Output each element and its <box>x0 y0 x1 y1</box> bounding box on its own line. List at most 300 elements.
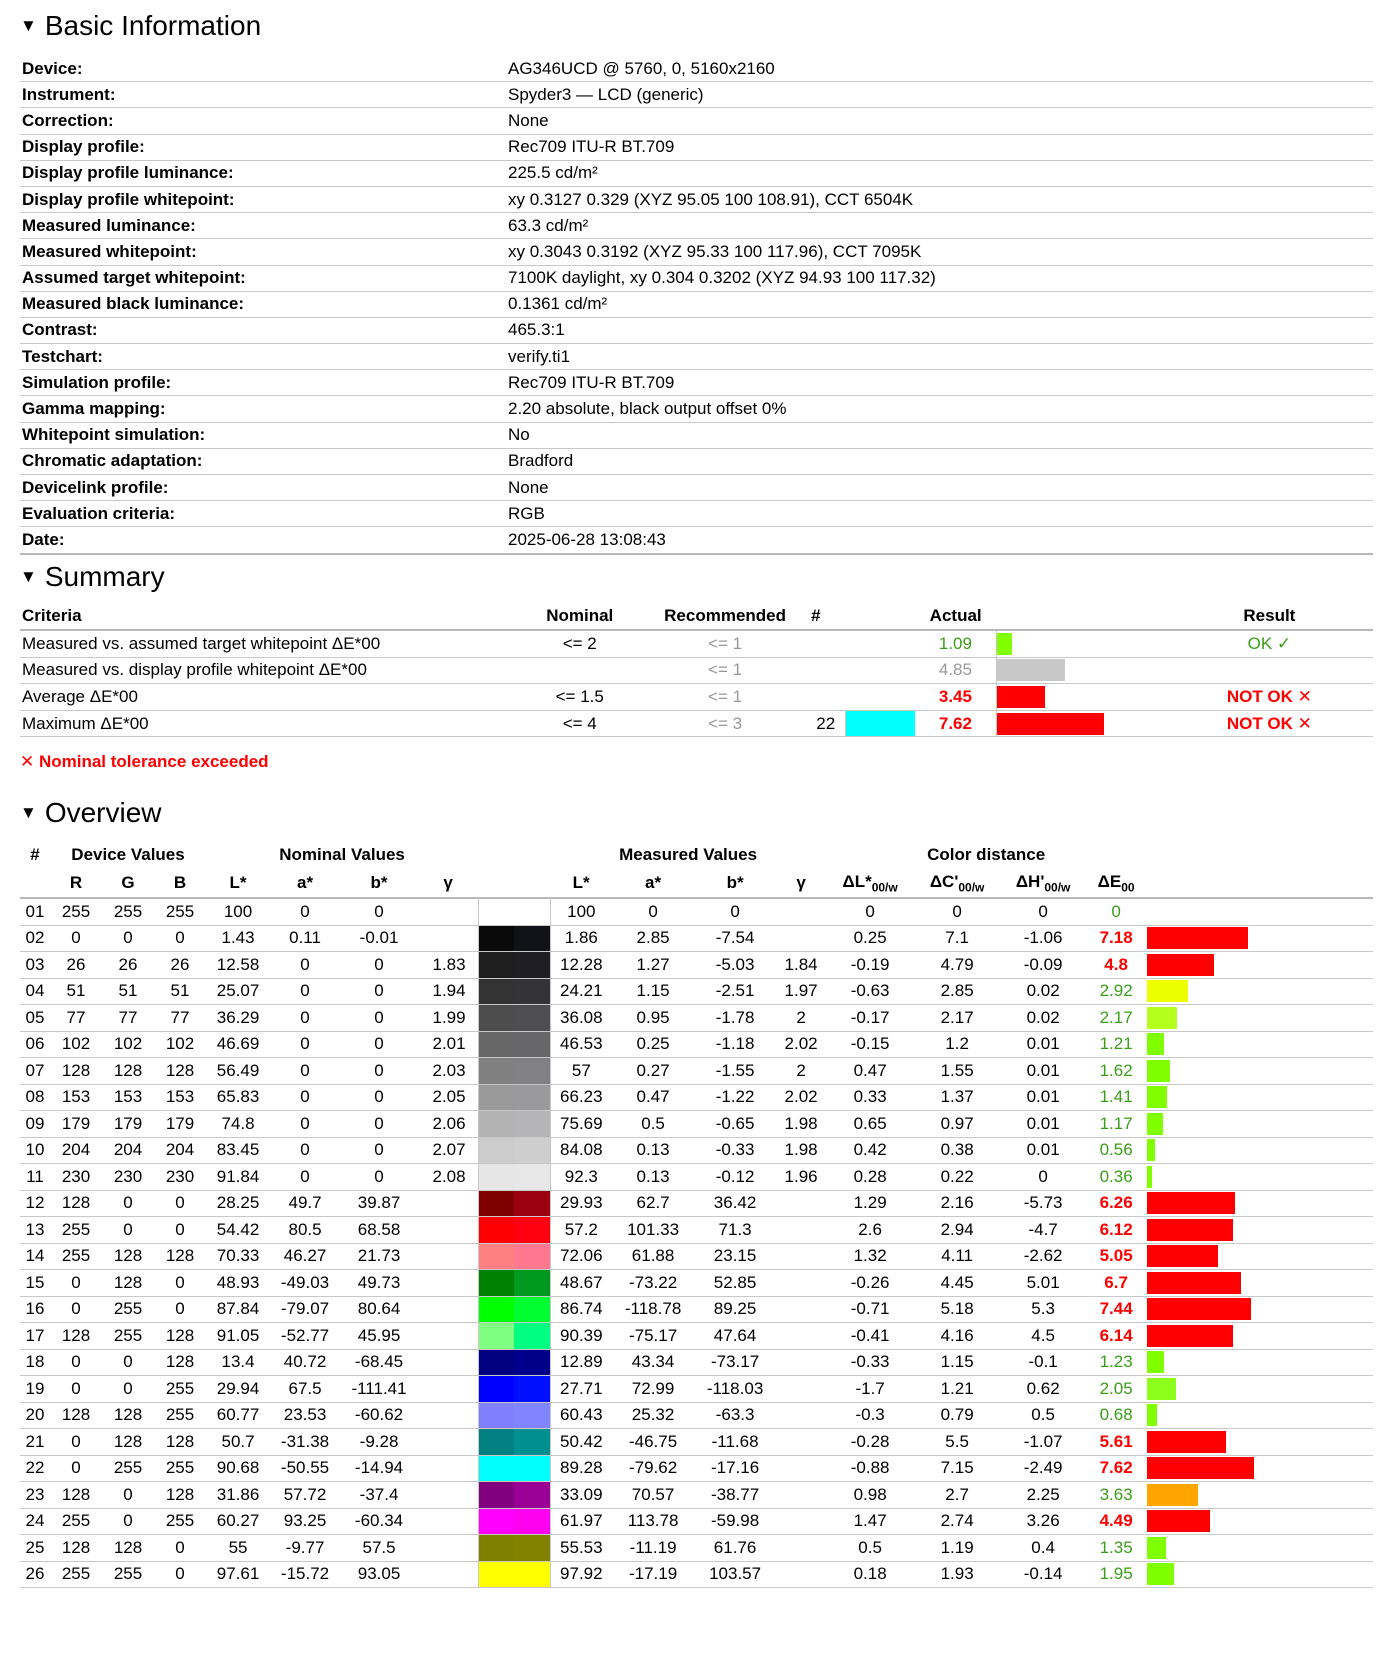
cell-mb: -2.51 <box>694 978 776 1005</box>
cell-dc: 1.2 <box>914 1031 1000 1058</box>
delta-bar <box>1147 1510 1210 1532</box>
cell-dl: 0.47 <box>826 1058 914 1085</box>
cell-g: 255 <box>102 1296 154 1323</box>
cell-n: 05 <box>20 1005 50 1032</box>
info-key: Gamma mapping: <box>20 396 506 422</box>
nominal-cell: <= 1.5 <box>495 684 664 711</box>
patch-cell <box>846 684 915 711</box>
cell-dc: 2.17 <box>914 1005 1000 1032</box>
cell-g: 0 <box>102 1217 154 1244</box>
cell-dh: -0.09 <box>1000 952 1086 979</box>
cell-ma: 0 <box>612 898 694 925</box>
cell-g: 128 <box>102 1058 154 1085</box>
cell-dh: -4.7 <box>1000 1217 1086 1244</box>
cell-g: 204 <box>102 1137 154 1164</box>
cell-ml: 92.3 <box>550 1164 612 1191</box>
measured-swatch <box>514 1429 550 1455</box>
swatch-pair <box>479 1323 550 1349</box>
delta-bar <box>1147 1139 1155 1161</box>
cell-ma: 62.7 <box>612 1190 694 1217</box>
cell-ma: -46.75 <box>612 1429 694 1456</box>
tolerance-note: ✕ Nominal tolerance exceeded <box>20 752 269 771</box>
sub-dc-label: ΔC' <box>929 871 959 891</box>
nominal-swatch <box>479 1217 515 1243</box>
cell-mg: 1.98 <box>776 1111 826 1138</box>
cell-n: 18 <box>20 1349 50 1376</box>
cell-nl: 70.33 <box>206 1243 270 1270</box>
criteria-cell: Average ΔE*00 <box>20 684 495 711</box>
cell-dh: 5.01 <box>1000 1270 1086 1297</box>
cell-ng <box>418 898 478 925</box>
cell-de: 6.14 <box>1086 1323 1146 1350</box>
delta-bar <box>1147 1351 1164 1373</box>
cell-mg <box>776 1429 826 1456</box>
cell-ng <box>418 1402 478 1429</box>
info-row <box>20 344 1373 370</box>
measured-swatch <box>514 1403 550 1429</box>
cell-ma: -75.17 <box>612 1323 694 1350</box>
table-row <box>20 1535 1373 1562</box>
cell-na: -15.72 <box>270 1561 340 1588</box>
color-swatch <box>478 1084 550 1111</box>
cell-dl: 1.29 <box>826 1190 914 1217</box>
criteria-cell: Measured vs. assumed target whitepoint ΔE*00 <box>20 630 495 657</box>
cell-ml: 57.2 <box>550 1217 612 1244</box>
cell-dh: 0.01 <box>1000 1031 1086 1058</box>
sub-meas-l: L* <box>550 869 612 898</box>
delta-bar <box>1147 954 1214 976</box>
table-row <box>20 1084 1373 1111</box>
cell-nb: -37.4 <box>340 1482 418 1509</box>
cell-r: 255 <box>50 898 102 925</box>
cell-de: 1.41 <box>1086 1084 1146 1111</box>
criteria-cell: Maximum ΔE*00 <box>20 710 495 737</box>
cell-g: 153 <box>102 1084 154 1111</box>
cell-nb: 93.05 <box>340 1561 418 1588</box>
cell-na: 0 <box>270 1111 340 1138</box>
swatch-pair <box>479 1270 550 1296</box>
delta-bar <box>1147 1219 1233 1241</box>
info-row <box>20 82 1373 108</box>
header-nominal: Nominal <box>495 602 664 630</box>
cell-de: 1.95 <box>1086 1561 1146 1588</box>
color-swatch <box>478 952 550 979</box>
cell-n: 08 <box>20 1084 50 1111</box>
cell-mb: -59.98 <box>694 1508 776 1535</box>
table-row <box>20 925 1373 952</box>
swatch-pair <box>479 1138 550 1164</box>
cell-dh: 0 <box>1000 1164 1086 1191</box>
info-value: xy 0.3043 0.3192 (XYZ 95.33 100 117.96), CCT 7095K <box>506 239 1373 265</box>
cell-ml: 24.21 <box>550 978 612 1005</box>
nominal-swatch <box>479 1270 515 1296</box>
cell-r: 102 <box>50 1031 102 1058</box>
cell-dl: 1.47 <box>826 1508 914 1535</box>
bar-cell <box>1146 1270 1373 1297</box>
sub-dl-label: ΔL* <box>842 871 872 891</box>
cell-na: 0 <box>270 978 340 1005</box>
measured-swatch <box>514 1111 550 1137</box>
delta-bar <box>1147 1192 1235 1214</box>
cell-ng <box>418 1455 478 1482</box>
cell-dc: 0.38 <box>914 1137 1000 1164</box>
color-swatch <box>478 978 550 1005</box>
info-key: Device: <box>20 56 506 82</box>
cell-ml: 66.23 <box>550 1084 612 1111</box>
cell-dc: 4.11 <box>914 1243 1000 1270</box>
cell-na: 46.27 <box>270 1243 340 1270</box>
cell-mg <box>776 1508 826 1535</box>
header-criteria: Criteria <box>20 602 495 630</box>
cell-ml: 12.28 <box>550 952 612 979</box>
measured-swatch <box>514 1562 550 1588</box>
cell-n: 20 <box>20 1402 50 1429</box>
cell-g: 128 <box>102 1243 154 1270</box>
cell-nb: 80.64 <box>340 1296 418 1323</box>
cell-nl: 65.83 <box>206 1084 270 1111</box>
cell-g: 0 <box>102 925 154 952</box>
delta-bar <box>1147 927 1248 949</box>
swatch-pair <box>479 1111 550 1137</box>
cell-nb: 49.73 <box>340 1270 418 1297</box>
cell-dc: 0.22 <box>914 1164 1000 1191</box>
measured-swatch <box>514 1350 550 1376</box>
cell-n: 09 <box>20 1111 50 1138</box>
cell-na: -31.38 <box>270 1429 340 1456</box>
summary-row <box>20 630 1373 657</box>
measured-swatch <box>514 1085 550 1111</box>
cell-g: 255 <box>102 898 154 925</box>
info-key: Instrument: <box>20 82 506 108</box>
cell-ml: 86.74 <box>550 1296 612 1323</box>
sub-dc <box>914 869 1000 898</box>
sub-dh-suffix: 00/w <box>1044 880 1071 895</box>
cell-dl: -1.7 <box>826 1376 914 1403</box>
cell-de: 7.18 <box>1086 925 1146 952</box>
cell-nl: 46.69 <box>206 1031 270 1058</box>
cell-mg: 2.02 <box>776 1031 826 1058</box>
nominal-swatch <box>479 1138 515 1164</box>
nominal-cell: <= 4 <box>495 710 664 737</box>
cell-nb: 0 <box>340 1111 418 1138</box>
cell-dc: 5.18 <box>914 1296 1000 1323</box>
cell-ma: 0.13 <box>612 1137 694 1164</box>
sub-de <box>1086 869 1146 898</box>
cell-b: 128 <box>154 1349 206 1376</box>
cell-dl: 0.65 <box>826 1111 914 1138</box>
cell-nb: -60.62 <box>340 1402 418 1429</box>
info-value: AG346UCD @ 5760, 0, 5160x2160 <box>506 56 1373 82</box>
measured-swatch <box>514 952 550 978</box>
delta-bar <box>1147 1245 1218 1267</box>
cell-mb: 0 <box>694 898 776 925</box>
info-value: RGB <box>506 501 1373 527</box>
cell-b: 255 <box>154 898 206 925</box>
cell-nb: 0 <box>340 952 418 979</box>
cell-dc: 1.37 <box>914 1084 1000 1111</box>
basic-info-table <box>20 56 1373 555</box>
cell-dl: -0.28 <box>826 1429 914 1456</box>
measured-swatch <box>514 1509 550 1535</box>
cell-ma: -73.22 <box>612 1270 694 1297</box>
result-cell: NOT OK ✕ <box>1166 684 1373 711</box>
info-key: Correction: <box>20 108 506 134</box>
cell-mg <box>776 925 826 952</box>
nominal-swatch <box>479 899 515 925</box>
bar-cell <box>1146 898 1373 925</box>
info-value: 7100K daylight, xy 0.304 0.3202 (XYZ 94.93 100 117.32) <box>506 265 1373 291</box>
info-key: Measured luminance: <box>20 213 506 239</box>
cell-dc: 7.1 <box>914 925 1000 952</box>
cell-dl: 0.98 <box>826 1482 914 1509</box>
cell-dc: 1.21 <box>914 1376 1000 1403</box>
cell-ng <box>418 1376 478 1403</box>
cell-nb: -60.34 <box>340 1508 418 1535</box>
cell-nb: 0 <box>340 1031 418 1058</box>
cell-nl: 87.84 <box>206 1296 270 1323</box>
info-key: Chromatic adaptation: <box>20 448 506 474</box>
table-row <box>20 1270 1373 1297</box>
info-row <box>20 370 1373 396</box>
swatch-pair <box>479 1164 550 1190</box>
sub-meas-a: a* <box>612 869 694 898</box>
cell-na: 0 <box>270 1084 340 1111</box>
cell-mb: -63.3 <box>694 1402 776 1429</box>
cell-b: 0 <box>154 1561 206 1588</box>
group-measured: Measured Values <box>619 845 758 864</box>
measured-swatch <box>514 1535 550 1561</box>
bar-cell <box>996 630 1165 657</box>
table-row <box>20 1349 1373 1376</box>
delta-bar <box>1147 1325 1233 1347</box>
cell-ng <box>418 1482 478 1509</box>
cell-dh: 3.26 <box>1000 1508 1086 1535</box>
cell-r: 0 <box>50 1429 102 1456</box>
cell-nl: 55 <box>206 1535 270 1562</box>
overview-toggle[interactable] <box>20 797 162 829</box>
cell-mg <box>776 1217 826 1244</box>
nominal-swatch <box>479 1191 515 1217</box>
swatch-pair <box>479 1005 550 1031</box>
cell-dh: -2.62 <box>1000 1243 1086 1270</box>
measured-swatch <box>514 1456 550 1482</box>
cell-g: 102 <box>102 1031 154 1058</box>
basic-info-toggle[interactable] <box>20 10 261 42</box>
cell-b: 128 <box>154 1482 206 1509</box>
cell-mg: 1.96 <box>776 1164 826 1191</box>
nominal-cell: <= 2 <box>495 630 664 657</box>
delta-bar <box>997 659 1065 681</box>
cell-ma: -79.62 <box>612 1455 694 1482</box>
cell-de: 1.35 <box>1086 1535 1146 1562</box>
cell-n: 16 <box>20 1296 50 1323</box>
info-row <box>20 291 1373 317</box>
info-value: 2025-06-28 13:08:43 <box>506 527 1373 554</box>
bar-cell <box>1146 952 1373 979</box>
info-row <box>20 475 1373 501</box>
cell-dh: 0 <box>1000 898 1086 925</box>
cell-de: 1.17 <box>1086 1111 1146 1138</box>
cell-mg: 2.02 <box>776 1084 826 1111</box>
info-key: Testchart: <box>20 344 506 370</box>
cell-de: 2.05 <box>1086 1376 1146 1403</box>
cell-b: 102 <box>154 1031 206 1058</box>
info-row <box>20 239 1373 265</box>
color-swatch <box>478 1508 550 1535</box>
cell-de: 1.21 <box>1086 1031 1146 1058</box>
cell-ml: 27.71 <box>550 1376 612 1403</box>
cell-nl: 60.27 <box>206 1508 270 1535</box>
cell-r: 128 <box>50 1402 102 1429</box>
cell-dc: 2.7 <box>914 1482 1000 1509</box>
bar-cell <box>1146 978 1373 1005</box>
sub-meas-gamma: γ <box>776 869 826 898</box>
count-cell <box>786 657 846 684</box>
cell-nb: 0 <box>340 1164 418 1191</box>
measured-swatch <box>514 1376 550 1402</box>
swatch-pair <box>479 1482 550 1508</box>
cell-nl: 1.43 <box>206 925 270 952</box>
cell-nl: 91.05 <box>206 1323 270 1350</box>
color-swatch <box>478 1429 550 1456</box>
cell-nb: 0 <box>340 1058 418 1085</box>
delta-bar <box>1147 1378 1176 1400</box>
nominal-swatch <box>479 1032 515 1058</box>
swatch-pair <box>479 1058 550 1084</box>
group-device: Device Values <box>71 845 185 864</box>
bar-cell <box>1146 1190 1373 1217</box>
group-bar <box>1146 841 1373 869</box>
cell-g: 128 <box>102 1270 154 1297</box>
bar-cell <box>1146 1455 1373 1482</box>
info-value: 0.1361 cd/m² <box>506 291 1373 317</box>
cell-g: 255 <box>102 1455 154 1482</box>
cell-dl: -0.26 <box>826 1270 914 1297</box>
nominal-swatch <box>479 1244 515 1270</box>
swatch-pair <box>479 1429 550 1455</box>
summary-toggle[interactable] <box>20 561 165 593</box>
info-key: Display profile whitepoint: <box>20 186 506 212</box>
cell-na: -79.07 <box>270 1296 340 1323</box>
nominal-swatch <box>479 1562 515 1588</box>
delta-bar <box>1147 1113 1163 1135</box>
measured-swatch <box>514 1191 550 1217</box>
table-row <box>20 1323 1373 1350</box>
cell-ng: 2.03 <box>418 1058 478 1085</box>
cell-r: 0 <box>50 1376 102 1403</box>
swatch-pair <box>479 1244 550 1270</box>
cell-ml: 29.93 <box>550 1190 612 1217</box>
cell-mb: -1.78 <box>694 1005 776 1032</box>
swatch-pair <box>479 1191 550 1217</box>
cell-r: 255 <box>50 1561 102 1588</box>
measured-swatch <box>514 1058 550 1084</box>
cell-mb: -11.68 <box>694 1429 776 1456</box>
cell-ng: 2.05 <box>418 1084 478 1111</box>
count-cell: 22 <box>786 710 846 737</box>
cell-mg <box>776 1455 826 1482</box>
delta-bar <box>1147 980 1188 1002</box>
cell-nb: 21.73 <box>340 1243 418 1270</box>
color-swatch <box>478 1535 550 1562</box>
cell-g: 0 <box>102 1376 154 1403</box>
cell-b: 255 <box>154 1402 206 1429</box>
sub-b: B <box>154 869 206 898</box>
cell-n: 14 <box>20 1243 50 1270</box>
measured-swatch <box>514 1032 550 1058</box>
cell-ma: -118.78 <box>612 1296 694 1323</box>
sub-nom-b: b* <box>340 869 418 898</box>
cell-mg <box>776 1402 826 1429</box>
group-nominal: Nominal Values <box>279 845 405 864</box>
swatch-pair <box>479 1509 550 1535</box>
cell-nl: 74.8 <box>206 1111 270 1138</box>
summary-table <box>20 602 1373 737</box>
cell-n: 10 <box>20 1137 50 1164</box>
cell-b: 0 <box>154 1535 206 1562</box>
cell-mg <box>776 1535 826 1562</box>
cell-na: -52.77 <box>270 1323 340 1350</box>
cell-ml: 61.97 <box>550 1508 612 1535</box>
cell-r: 0 <box>50 1455 102 1482</box>
cell-g: 179 <box>102 1111 154 1138</box>
cell-ma: 0.47 <box>612 1084 694 1111</box>
cell-ma: 113.78 <box>612 1508 694 1535</box>
swatch-pair <box>479 1032 550 1058</box>
cell-ma: 0.13 <box>612 1164 694 1191</box>
cell-b: 128 <box>154 1429 206 1456</box>
cell-ma: -11.19 <box>612 1535 694 1562</box>
nominal-swatch <box>479 1482 515 1508</box>
cell-r: 204 <box>50 1137 102 1164</box>
table-row <box>20 1243 1373 1270</box>
cell-b: 179 <box>154 1111 206 1138</box>
info-key: Display profile luminance: <box>20 160 506 186</box>
cell-ma: 72.99 <box>612 1376 694 1403</box>
nominal-swatch <box>479 1535 515 1561</box>
cell-dh: 0.01 <box>1000 1058 1086 1085</box>
cell-ng <box>418 1217 478 1244</box>
cell-dl: -0.33 <box>826 1349 914 1376</box>
color-swatch <box>478 1482 550 1509</box>
cell-b: 255 <box>154 1376 206 1403</box>
cell-nl: 100 <box>206 898 270 925</box>
cell-mb: -38.77 <box>694 1482 776 1509</box>
cell-ng <box>418 1323 478 1350</box>
cell-n: 19 <box>20 1376 50 1403</box>
header-patch <box>846 602 915 630</box>
cell-b: 26 <box>154 952 206 979</box>
cell-b: 0 <box>154 1296 206 1323</box>
bar-cell <box>1146 1084 1373 1111</box>
info-key: Assumed target whitepoint: <box>20 265 506 291</box>
cell-de: 0 <box>1086 898 1146 925</box>
cell-dc: 1.93 <box>914 1561 1000 1588</box>
info-row <box>20 448 1373 474</box>
cell-r: 128 <box>50 1190 102 1217</box>
cell-r: 255 <box>50 1217 102 1244</box>
delta-bar <box>1147 1537 1166 1559</box>
measured-swatch <box>514 1138 550 1164</box>
expand-triangle-icon: ▼ <box>20 803 37 822</box>
info-row <box>20 160 1373 186</box>
color-swatch <box>478 1376 550 1403</box>
nominal-swatch <box>479 1297 515 1323</box>
bar-cell <box>1146 1111 1373 1138</box>
color-swatch <box>478 1164 550 1191</box>
delta-bar <box>1147 1404 1157 1426</box>
cell-n: 22 <box>20 1455 50 1482</box>
